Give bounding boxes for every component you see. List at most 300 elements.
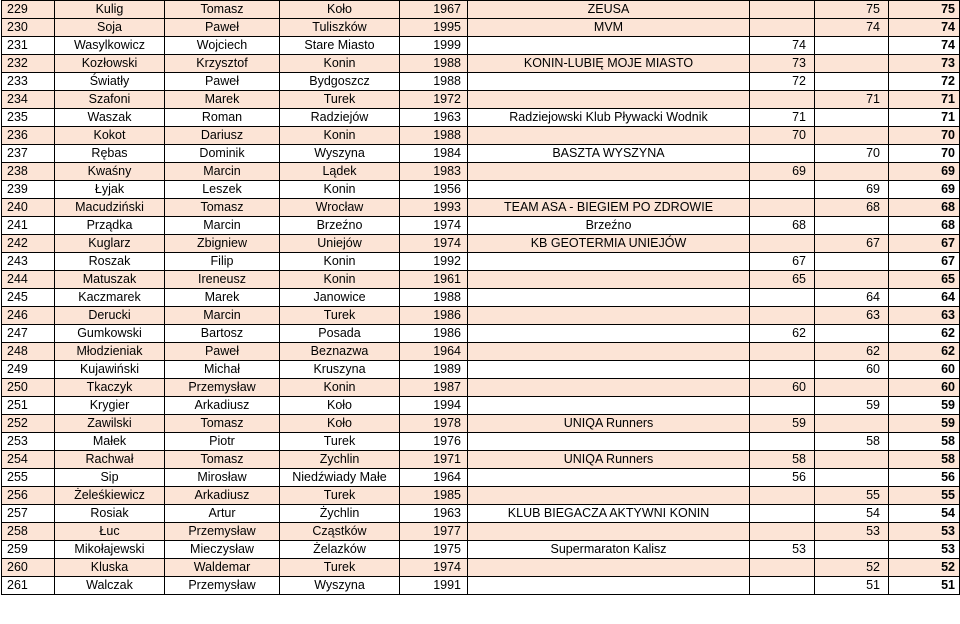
- score-cell-a: [750, 505, 815, 523]
- total-cell: 71: [889, 91, 960, 109]
- total-cell: 71: [889, 109, 960, 127]
- club-cell: [468, 91, 750, 109]
- city-cell: Konin: [280, 181, 400, 199]
- rank-cell: 257: [2, 505, 55, 523]
- city-cell: Konin: [280, 253, 400, 271]
- birth-year-cell: 1991: [400, 577, 468, 595]
- score-cell-b: [815, 253, 889, 271]
- city-cell: Kruszyna: [280, 361, 400, 379]
- score-cell-b: [815, 127, 889, 145]
- score-value: 73: [792, 56, 806, 70]
- last-name-cell: Krygier: [55, 397, 165, 415]
- score-cell-a: [750, 73, 815, 91]
- score-cell-a: [750, 577, 815, 595]
- club-cell: [468, 577, 750, 595]
- table-row: [2, 307, 960, 325]
- score-cell-b: [815, 415, 889, 433]
- club-cell: [468, 271, 750, 289]
- city-cell: Turek: [280, 307, 400, 325]
- club-cell: [468, 73, 750, 91]
- club-cell: Brzeźno: [468, 217, 750, 235]
- last-name-cell: Waszak: [55, 109, 165, 127]
- last-name-cell: Gumkowski: [55, 325, 165, 343]
- rank-cell: 233: [2, 73, 55, 91]
- score-cell-a: [750, 145, 815, 163]
- city-cell: Koło: [280, 415, 400, 433]
- rank-cell: 238: [2, 163, 55, 181]
- birth-year-cell: 1988: [400, 127, 468, 145]
- score-cell-a: [750, 469, 815, 487]
- first-name-cell: Dominik: [165, 145, 280, 163]
- score-cell-a: [750, 433, 815, 451]
- table-row: [2, 397, 960, 415]
- total-cell: 74: [889, 37, 960, 55]
- rank-cell: 245: [2, 289, 55, 307]
- city-cell: Turek: [280, 91, 400, 109]
- birth-year-cell: 1964: [400, 343, 468, 361]
- score-cell-a: [750, 217, 815, 235]
- rank-cell: 239: [2, 181, 55, 199]
- city-cell: Żelazków: [280, 541, 400, 559]
- rank-cell: 252: [2, 415, 55, 433]
- table-row: [2, 505, 960, 523]
- total-cell: 68: [889, 217, 960, 235]
- table-row: [2, 271, 960, 289]
- rank-cell: 253: [2, 433, 55, 451]
- last-name-cell: Małek: [55, 433, 165, 451]
- score-cell-b: [815, 109, 889, 127]
- score-value: 53: [792, 542, 806, 556]
- table-row: [2, 235, 960, 253]
- last-name-cell: Soja: [55, 19, 165, 37]
- rank-cell: 232: [2, 55, 55, 73]
- score-value: 58: [792, 452, 806, 466]
- city-cell: Żychlin: [280, 505, 400, 523]
- club-cell: MVM: [468, 19, 750, 37]
- club-cell: [468, 181, 750, 199]
- first-name-cell: Przemysław: [165, 523, 280, 541]
- club-cell: [468, 379, 750, 397]
- score-cell-a: [750, 163, 815, 181]
- score-cell-a: [750, 109, 815, 127]
- table-row: [2, 451, 960, 469]
- rank-cell: 242: [2, 235, 55, 253]
- first-name-cell: Marcin: [165, 307, 280, 325]
- score-cell-b: [815, 289, 889, 307]
- first-name-cell: Mirosław: [165, 469, 280, 487]
- score-cell-b: [815, 325, 889, 343]
- club-cell: [468, 523, 750, 541]
- last-name-cell: Macudziński: [55, 199, 165, 217]
- score-cell-b: [815, 181, 889, 199]
- table-row: [2, 469, 960, 487]
- total-cell: 51: [889, 577, 960, 595]
- club-cell: Supermaraton Kalisz: [468, 541, 750, 559]
- score-value: 74: [866, 20, 880, 34]
- birth-year-cell: 1993: [400, 199, 468, 217]
- rank-cell: 256: [2, 487, 55, 505]
- city-cell: Zychlin: [280, 451, 400, 469]
- birth-year-cell: 1988: [400, 73, 468, 91]
- club-cell: UNIQA Runners: [468, 415, 750, 433]
- table-row: [2, 73, 960, 91]
- city-cell: Konin: [280, 271, 400, 289]
- total-cell: 73: [889, 55, 960, 73]
- score-cell-a: [750, 487, 815, 505]
- score-cell-a: [750, 307, 815, 325]
- last-name-cell: Tkaczyk: [55, 379, 165, 397]
- score-cell-a: [750, 199, 815, 217]
- rank-cell: 237: [2, 145, 55, 163]
- first-name-cell: Filip: [165, 253, 280, 271]
- rank-cell: 229: [2, 1, 55, 19]
- first-name-cell: Artur: [165, 505, 280, 523]
- score-value: 59: [792, 416, 806, 430]
- table-row: [2, 55, 960, 73]
- first-name-cell: Paweł: [165, 343, 280, 361]
- first-name-cell: Bartosz: [165, 325, 280, 343]
- score-value: 51: [866, 578, 880, 592]
- club-cell: [468, 559, 750, 577]
- rank-cell: 235: [2, 109, 55, 127]
- score-cell-a: [750, 415, 815, 433]
- score-cell-b: [815, 1, 889, 19]
- score-cell-b: [815, 451, 889, 469]
- last-name-cell: Kluska: [55, 559, 165, 577]
- score-cell-a: [750, 541, 815, 559]
- rank-cell: 258: [2, 523, 55, 541]
- last-name-cell: Walczak: [55, 577, 165, 595]
- score-value: 70: [792, 128, 806, 142]
- table-row: [2, 217, 960, 235]
- city-cell: Konin: [280, 379, 400, 397]
- total-cell: 60: [889, 361, 960, 379]
- rank-cell: 236: [2, 127, 55, 145]
- score-value: 62: [866, 344, 880, 358]
- last-name-cell: Kuglarz: [55, 235, 165, 253]
- last-name-cell: Żeleśkiewicz: [55, 487, 165, 505]
- last-name-cell: Prządka: [55, 217, 165, 235]
- score-value: 59: [866, 398, 880, 412]
- club-cell: ZEUSA: [468, 1, 750, 19]
- last-name-cell: Rębas: [55, 145, 165, 163]
- score-value: 68: [866, 200, 880, 214]
- total-cell: 74: [889, 19, 960, 37]
- score-cell-a: [750, 181, 815, 199]
- last-name-cell: Rosiak: [55, 505, 165, 523]
- last-name-cell: Kokot: [55, 127, 165, 145]
- score-value: 60: [792, 380, 806, 394]
- total-cell: 70: [889, 127, 960, 145]
- club-cell: [468, 433, 750, 451]
- total-cell: 59: [889, 397, 960, 415]
- score-value: 65: [792, 272, 806, 286]
- rank-cell: 249: [2, 361, 55, 379]
- city-cell: Konin: [280, 55, 400, 73]
- table-row: [2, 37, 960, 55]
- table-row: [2, 415, 960, 433]
- first-name-cell: Krzysztof: [165, 55, 280, 73]
- rank-cell: 250: [2, 379, 55, 397]
- club-cell: [468, 325, 750, 343]
- total-cell: 68: [889, 199, 960, 217]
- table-row: [2, 289, 960, 307]
- first-name-cell: Waldemar: [165, 559, 280, 577]
- table-row: [2, 253, 960, 271]
- table-row: [2, 181, 960, 199]
- rank-cell: 241: [2, 217, 55, 235]
- rank-cell: 247: [2, 325, 55, 343]
- first-name-cell: Tomasz: [165, 1, 280, 19]
- score-cell-b: [815, 163, 889, 181]
- first-name-cell: Marek: [165, 91, 280, 109]
- last-name-cell: Kujawiński: [55, 361, 165, 379]
- last-name-cell: Kulig: [55, 1, 165, 19]
- score-value: 74: [792, 38, 806, 52]
- birth-year-cell: 1986: [400, 325, 468, 343]
- birth-year-cell: 1963: [400, 109, 468, 127]
- birth-year-cell: 1988: [400, 289, 468, 307]
- first-name-cell: Ireneusz: [165, 271, 280, 289]
- score-cell-b: [815, 523, 889, 541]
- score-cell-a: [750, 271, 815, 289]
- city-cell: Koło: [280, 1, 400, 19]
- birth-year-cell: 1985: [400, 487, 468, 505]
- rank-cell: 231: [2, 37, 55, 55]
- birth-year-cell: 1963: [400, 505, 468, 523]
- score-value: 55: [866, 488, 880, 502]
- score-cell-b: [815, 145, 889, 163]
- score-cell-b: [815, 379, 889, 397]
- score-cell-a: [750, 397, 815, 415]
- birth-year-cell: 1974: [400, 217, 468, 235]
- city-cell: Posada: [280, 325, 400, 343]
- score-value: 53: [866, 524, 880, 538]
- score-cell-a: [750, 379, 815, 397]
- birth-year-cell: 1988: [400, 55, 468, 73]
- table-row: [2, 379, 960, 397]
- birth-year-cell: 1956: [400, 181, 468, 199]
- total-cell: 62: [889, 325, 960, 343]
- results-table: [1, 0, 960, 595]
- table-row: [2, 487, 960, 505]
- total-cell: 53: [889, 541, 960, 559]
- birth-year-cell: 1967: [400, 1, 468, 19]
- table-row: [2, 325, 960, 343]
- city-cell: Turek: [280, 487, 400, 505]
- birth-year-cell: 1978: [400, 415, 468, 433]
- club-cell: UNIQA Runners: [468, 451, 750, 469]
- club-cell: [468, 163, 750, 181]
- total-cell: 70: [889, 145, 960, 163]
- table-row: [2, 343, 960, 361]
- first-name-cell: Paweł: [165, 19, 280, 37]
- score-cell-a: [750, 343, 815, 361]
- total-cell: 62: [889, 343, 960, 361]
- last-name-cell: Łyjak: [55, 181, 165, 199]
- table-row: [2, 109, 960, 127]
- city-cell: Stare Miasto: [280, 37, 400, 55]
- club-cell: TEAM ASA - BIEGIEM PO ZDROWIE: [468, 199, 750, 217]
- birth-year-cell: 1971: [400, 451, 468, 469]
- score-value: 62: [792, 326, 806, 340]
- rank-cell: 230: [2, 19, 55, 37]
- first-name-cell: Arkadiusz: [165, 397, 280, 415]
- last-name-cell: Sip: [55, 469, 165, 487]
- last-name-cell: Młodzieniak: [55, 343, 165, 361]
- rank-cell: 244: [2, 271, 55, 289]
- last-name-cell: Matuszak: [55, 271, 165, 289]
- table-row: [2, 19, 960, 37]
- total-cell: 65: [889, 271, 960, 289]
- club-cell: [468, 127, 750, 145]
- rank-cell: 234: [2, 91, 55, 109]
- city-cell: Tuliszków: [280, 19, 400, 37]
- last-name-cell: Roszak: [55, 253, 165, 271]
- rank-cell: 251: [2, 397, 55, 415]
- city-cell: Wrocław: [280, 199, 400, 217]
- birth-year-cell: 1989: [400, 361, 468, 379]
- total-cell: 67: [889, 253, 960, 271]
- score-cell-a: [750, 19, 815, 37]
- rank-cell: 254: [2, 451, 55, 469]
- total-cell: 59: [889, 415, 960, 433]
- score-value: 70: [866, 146, 880, 160]
- city-cell: Turek: [280, 559, 400, 577]
- first-name-cell: Dariusz: [165, 127, 280, 145]
- score-value: 72: [792, 74, 806, 88]
- birth-year-cell: 1987: [400, 379, 468, 397]
- score-cell-b: [815, 559, 889, 577]
- birth-year-cell: 1986: [400, 307, 468, 325]
- first-name-cell: Michał: [165, 361, 280, 379]
- city-cell: Wyszyna: [280, 145, 400, 163]
- club-cell: [468, 37, 750, 55]
- first-name-cell: Tomasz: [165, 451, 280, 469]
- club-cell: [468, 253, 750, 271]
- table-row: [2, 559, 960, 577]
- rank-cell: 248: [2, 343, 55, 361]
- total-cell: 75: [889, 1, 960, 19]
- total-cell: 58: [889, 451, 960, 469]
- birth-year-cell: 1992: [400, 253, 468, 271]
- results-body: [2, 1, 960, 595]
- birth-year-cell: 1975: [400, 541, 468, 559]
- table-row: [2, 541, 960, 559]
- score-cell-a: [750, 451, 815, 469]
- score-cell-b: [815, 55, 889, 73]
- city-cell: Koło: [280, 397, 400, 415]
- table-row: [2, 127, 960, 145]
- rank-cell: 260: [2, 559, 55, 577]
- score-cell-b: [815, 37, 889, 55]
- first-name-cell: Marcin: [165, 217, 280, 235]
- first-name-cell: Paweł: [165, 73, 280, 91]
- first-name-cell: Mieczysław: [165, 541, 280, 559]
- rank-cell: 243: [2, 253, 55, 271]
- score-value: 63: [866, 308, 880, 322]
- birth-year-cell: 1974: [400, 559, 468, 577]
- score-cell-b: [815, 433, 889, 451]
- score-value: 58: [866, 434, 880, 448]
- table-row: [2, 145, 960, 163]
- total-cell: 58: [889, 433, 960, 451]
- first-name-cell: Leszek: [165, 181, 280, 199]
- city-cell: Uniejów: [280, 235, 400, 253]
- total-cell: 72: [889, 73, 960, 91]
- score-cell-b: [815, 307, 889, 325]
- score-value: 67: [866, 236, 880, 250]
- city-cell: Janowice: [280, 289, 400, 307]
- club-cell: [468, 289, 750, 307]
- total-cell: 69: [889, 163, 960, 181]
- last-name-cell: Łuc: [55, 523, 165, 541]
- city-cell: Niedźwiady Małe: [280, 469, 400, 487]
- score-cell-b: [815, 361, 889, 379]
- first-name-cell: Zbigniew: [165, 235, 280, 253]
- score-cell-b: [815, 577, 889, 595]
- birth-year-cell: 1961: [400, 271, 468, 289]
- table-row: [2, 523, 960, 541]
- total-cell: 52: [889, 559, 960, 577]
- last-name-cell: Rachwał: [55, 451, 165, 469]
- birth-year-cell: 1994: [400, 397, 468, 415]
- city-cell: Cząstków: [280, 523, 400, 541]
- first-name-cell: Tomasz: [165, 415, 280, 433]
- club-cell: [468, 343, 750, 361]
- club-cell: [468, 487, 750, 505]
- city-cell: Turek: [280, 433, 400, 451]
- last-name-cell: Kaczmarek: [55, 289, 165, 307]
- club-cell: [468, 397, 750, 415]
- score-value: 64: [866, 290, 880, 304]
- birth-year-cell: 1984: [400, 145, 468, 163]
- club-cell: KLUB BIEGACZA AKTYWNI KONIN: [468, 505, 750, 523]
- score-cell-a: [750, 1, 815, 19]
- club-cell: Radziejowski Klub Pływacki Wodnik: [468, 109, 750, 127]
- city-cell: Radziejów: [280, 109, 400, 127]
- first-name-cell: Wojciech: [165, 37, 280, 55]
- score-cell-a: [750, 289, 815, 307]
- score-value: 71: [792, 110, 806, 124]
- rank-cell: 261: [2, 577, 55, 595]
- score-cell-a: [750, 55, 815, 73]
- first-name-cell: Marcin: [165, 163, 280, 181]
- score-cell-a: [750, 91, 815, 109]
- city-cell: Wyszyna: [280, 577, 400, 595]
- rank-cell: 259: [2, 541, 55, 559]
- first-name-cell: Piotr: [165, 433, 280, 451]
- club-cell: KB GEOTERMIA UNIEJÓW: [468, 235, 750, 253]
- total-cell: 63: [889, 307, 960, 325]
- first-name-cell: Przemysław: [165, 577, 280, 595]
- score-cell-b: [815, 217, 889, 235]
- total-cell: 53: [889, 523, 960, 541]
- score-cell-b: [815, 505, 889, 523]
- first-name-cell: Przemysław: [165, 379, 280, 397]
- last-name-cell: Światły: [55, 73, 165, 91]
- score-cell-a: [750, 127, 815, 145]
- score-cell-b: [815, 19, 889, 37]
- first-name-cell: Marek: [165, 289, 280, 307]
- last-name-cell: Mikołajewski: [55, 541, 165, 559]
- total-cell: 69: [889, 181, 960, 199]
- total-cell: 67: [889, 235, 960, 253]
- score-cell-a: [750, 361, 815, 379]
- score-cell-b: [815, 73, 889, 91]
- table-row: [2, 91, 960, 109]
- rank-cell: 240: [2, 199, 55, 217]
